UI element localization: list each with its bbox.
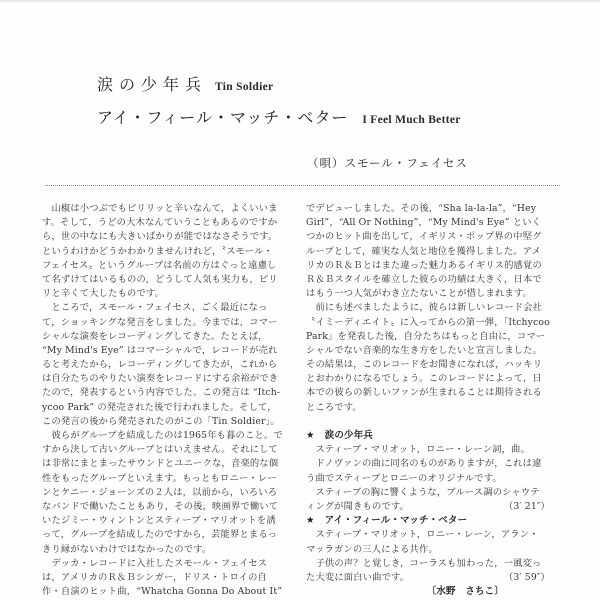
author-credit: 〔水野 さちこ〕 (426, 586, 504, 598)
text-line: マッラガンの三人による共作。 (306, 543, 438, 555)
note-heading-1 (306, 429, 556, 443)
note-body-2 (306, 528, 556, 585)
text-line: スティーブ・マリオット，ロニー・レーン，アラン・ (306, 529, 539, 541)
text-line: ドノヴァンの曲に同名のものがありますが，これは違 (306, 458, 542, 470)
track-duration: （3′ 21″） (503, 500, 550, 512)
text-line-content: た大変に面白い曲です。 (306, 571, 410, 583)
text-line: はもう一つ人気がわき立たないことが惜しまれます。 (306, 288, 532, 300)
text-line: リと辛くて大したものです。 (42, 288, 165, 300)
text-line: ところです。 (306, 401, 362, 413)
text-line: シャルな演奏をレコーディングしてきた。たとえば， (42, 330, 268, 342)
text-line: フェイセス〟というグループは名前の方はぐっと遠慮し (42, 259, 277, 271)
left-column-text (42, 202, 292, 599)
text-line: す。そして，うどの大木なんていうこともあるのですか (42, 217, 278, 229)
text-line: ところで，スモール・フェイセス，ごく最近になっ (42, 302, 268, 314)
text-line: Ｒ＆Ｂスタイルを確立した彼らの功績は大きく，日本で (306, 273, 542, 285)
text-line: 性をもったグループといえます。もっともロニー・レー (42, 472, 277, 484)
star-icon: ★ (306, 430, 315, 441)
track-duration: （3′ 59″） (503, 571, 550, 583)
text-line: ンとケニー・ジョーンズの２人は，以前から，いろいろ (42, 486, 278, 498)
text-line: 彼らがグループを結成したのは1965年も暮のこと。で (42, 430, 283, 441)
text-line: というわけかどうかわかりませんけれど，〝スモール・ (42, 245, 273, 257)
text-line: Park」を発表した後，自分たちはもっと自由に，コマー (306, 330, 546, 342)
text-line: 山椒は小つぶでもピリリッと辛いなんて，よくいいま (42, 203, 278, 214)
text-line: スティーブ・マリオット，ロニー・レーン詞，曲。 (306, 444, 530, 456)
text-line: 子供の声？と覚しき，コーラスも加わった，一風変っ (306, 557, 542, 569)
text-line: Girl”，“All Or Nothing”，“My Mind's Eye” といく (306, 217, 542, 229)
text-line: “My Mind's Eye” はコマーシャルで，レコードが売れ (42, 344, 278, 356)
text-line: って，グループを結成したのですから，芸能界とまるっ (42, 529, 278, 541)
track-title-2 (97, 105, 461, 128)
track-title-2-jp: アイ・フィール・マッチ・ベター (97, 108, 349, 127)
text-line (306, 500, 556, 514)
text-line: ycoo Park” の発売された後で行われました。そして， (42, 401, 277, 413)
text-line-content: ィングが聞きものです。 (306, 500, 409, 512)
text-line: とおわかりになるでしょう。このレコードによって，日 (306, 373, 542, 385)
text-line: たので，発表するという内容でした。この発言は “Itch- (42, 387, 281, 399)
text-line: ループとして，確実な人気と地位を獲得しました。アメ (306, 245, 541, 257)
text-line: つかのヒット曲を出して，イギリス・ポップ界の中堅グ (306, 231, 542, 243)
track-title-2-en: I Feel Much Better (362, 114, 461, 126)
text-line: いたジミー・ウィントンとスティーブ・マリオットを誘 (42, 515, 276, 527)
note-title-1: 涙の少年兵 (324, 430, 373, 441)
dotted-divider (45, 185, 560, 186)
text-line: この発言の後から発売されたのがこの「Tin Soldier」。 (42, 415, 280, 427)
star-icon: ★ (306, 515, 315, 527)
text-line: は，アメリカのＲ＆Ｂシンガー，ドリス・トロイの自 (42, 571, 268, 583)
artist-credit: （唄）スモール・フェイセス (307, 156, 468, 170)
text-line: て名ずけてはいるものの，どうして人気も実力も，ピリ (42, 273, 278, 285)
note-heading-2 (306, 514, 556, 528)
note-title-2: アイ・フィール・マッチ・ベター (324, 515, 468, 527)
text-line: う曲でスティーブとロニーのオリジナルです。 (306, 472, 502, 484)
text-line: デッカ・レコードに入社したスモール・フェイセス (42, 557, 268, 569)
text-line: ると考えたから，レコーディングしてきたが，これから (42, 359, 278, 371)
text-line: なバンドで働いたこともあり，その後，映画界で働いて (42, 500, 279, 512)
text-line: て，ショッキングな発言をしました。今までは，コマー (42, 316, 278, 328)
text-line: 前にも述べましたように，彼らは新しいレコード会社 (306, 302, 543, 314)
text-line: 本での彼らの新しいファンが生まれることは期待される (306, 387, 542, 399)
text-line: その結果は，このレコードをお聞きになれば，ハッキリ (306, 359, 543, 371)
text-line: スティーブの胸に響くような，ブルース調のシャウテ (306, 486, 540, 498)
note-body-1 (306, 443, 556, 514)
text-line: でデビューしました。その後，“Sha la-la-la”，“Hey (306, 203, 537, 214)
track-title-1-en: Tin Soldier (215, 81, 274, 93)
text-line: リカのＲ＆Ｂとはまた違った魅力あるイギリス的感覚の (306, 259, 542, 271)
text-line: シャルでない音楽的な生き方をしたいと宣言しました。 (306, 344, 542, 356)
text-line: 作・自演のヒット曲，“Whatcha Gonna Do About It” (42, 586, 283, 598)
text-line: きり縁がないわけではなかったのです。 (42, 543, 212, 555)
text-line: ら，世の中なにも大きいばかりが能ではなさそうです。 (42, 231, 278, 243)
spacer (306, 415, 556, 429)
text-line: すから決して古いグループとはいえません。それにして (42, 444, 278, 456)
track-title-1-jp: 涙の少年兵 (97, 75, 208, 94)
text-line: は自分たちのやりたい演奏をレコードにする余裕ができ (42, 373, 279, 385)
right-column-text (306, 202, 556, 599)
text-line: 〝イミーディエイト〟に入ってからの第一弾，「Itchycoo (306, 316, 550, 328)
right-column-body (306, 202, 556, 415)
track-title-1 (97, 72, 273, 95)
text-line (306, 571, 556, 585)
text-line: は非常にまとまったサウンドとユニークな，音楽的な個 (42, 458, 279, 470)
